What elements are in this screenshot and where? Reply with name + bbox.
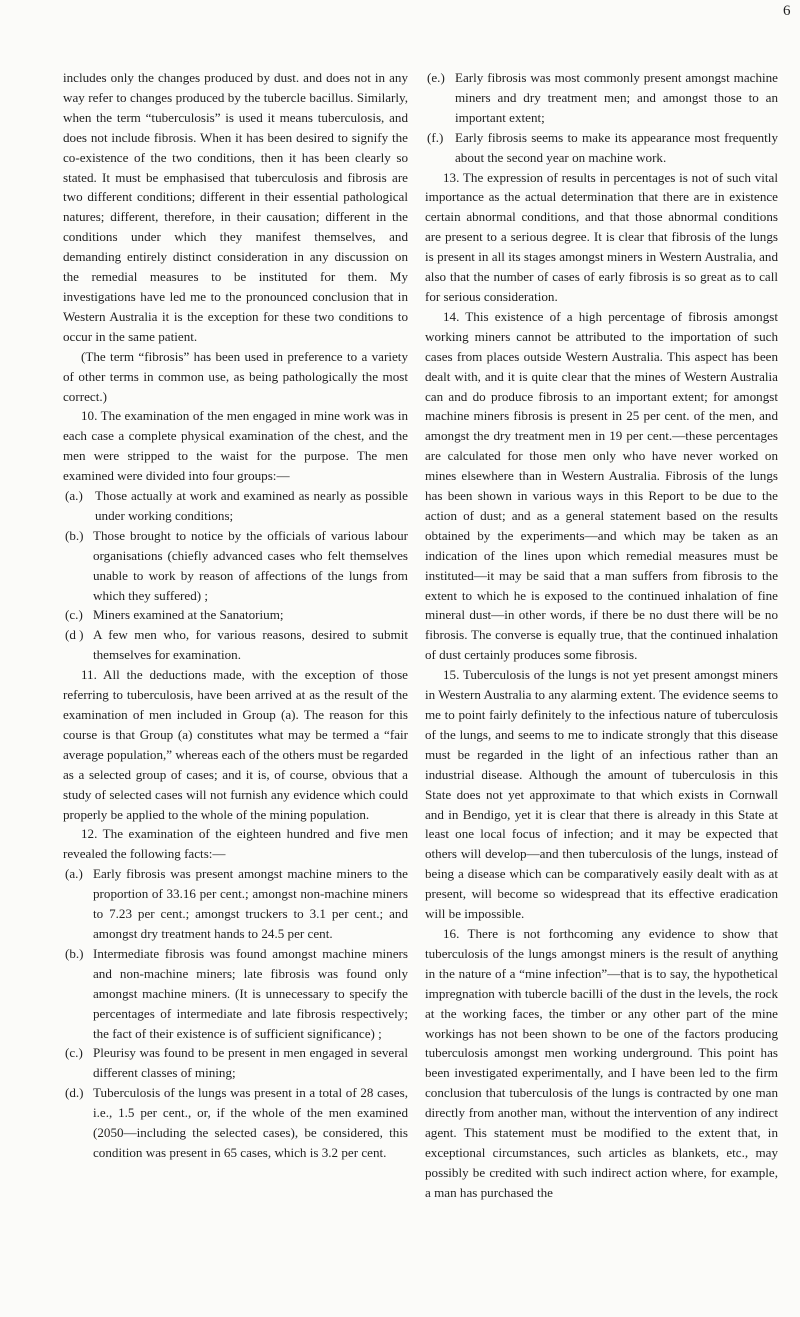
list-item: [63, 1083, 408, 1163]
list-item-text: Intermediate fibrosis was found amongst machine miners and non-machine miners; late fibrosis was found only amongst machine miners. (It is unnecessary to specify the percentages of intermediate and late fibrosis respectively; the fact of their existence is of sufficient significance) ;: [93, 945, 408, 1041]
list-item-label: (a.): [65, 866, 83, 882]
list-item-text: Tuberculosis of the lungs was present in a total of 28 cases, i.e., 1.5 per cent., or, if the whole of the men examined (2050—including the selected cases), be considered, this condition was present in 65 cases, which is 3.2 per cent.: [93, 1085, 408, 1160]
paragraph-12: 12. The examination of the eighteen hundred and five men revealed the following facts:—: [63, 826, 408, 862]
list-item: [63, 486, 408, 526]
paragraph-14: 14. This existence of a high percentage of fibrosis amongst working miners cannot be attributed to the importation of such cases from places outside Western Australia. This aspect has been dealt with, and it is quite clear that the mines of Western Australia can and do produce fibrosis to an important extent; for amongst machine miners fibrosis is present in 25 per cent. of the men, and amongst the dry treatment men in 19 per cent.—these percentages are calculated for those men only who have never worked on mines elsewhere than in Western Australia. Fibrosis of the lungs has been shown in various ways in this Report to be due to the action of dust; and as a general statement based on the results obtained by the experiments—and which may be taken as an indication of the lines upon which remedial measures must be instituted—it may be said that a man suffers from fibrosis to the extent to which he is exposed to the continued inhalation of fine mineral dust—in other words, if there be no dust there will be no fibrosis. The converse is equally true, that the continued inhalation of dust certainly produces some fibrosis.: [425, 308, 778, 663]
paragraph-10: 10. The examination of the men engaged in mine work was in each case a complete physical examination of the chest, and the men were stripped to the waist for the purpose. The men examined were divided into four groups:—: [63, 408, 408, 484]
list-item-label: (e.): [427, 70, 445, 85]
paragraph-15: 15. Tuberculosis of the lungs is not yet present amongst miners in Western Australia to any alarming extent. The evidence seems to me to point fairly definitely to the infectious nature of tuberculosis of the lungs, and seems to me to indicate strongly that this disease must be regarded in the light of an infectious rather than an industrial disease. Although the amount of tuberculosis in this State does not yet approximate to that which exists in Cornwall and in Bendigo, yet it is clear that there is already in this State at least one local focus of infection; and it may be expected that others will develop—and then tuberculosis of the lungs, instead of being a disease which can be comparatively easily dealt with as at present, will become so widespread that its effective eradication will be impossible.: [425, 667, 778, 922]
list-item: [63, 944, 408, 1044]
list-item-text: Those brought to notice by the officials of various labour organisations (chiefly advanced cases who felt themselves unable to work by reason of affections of the lungs from which they suffered) ;: [93, 527, 408, 603]
list-item: [63, 864, 408, 944]
paragraph-fibrosis-note: (The term “fibrosis” has been used in preference to a variety of other terms in common use, as being pathologically the most correct.): [63, 348, 408, 404]
right-column: [425, 68, 778, 1203]
list-item-label: (d ): [65, 627, 84, 643]
list-item-text: Miners examined at the Sanatorium;: [93, 607, 284, 623]
list-item: [63, 1043, 408, 1083]
list-item-text: Pleurisy was found to be present in men engaged in several different classes of mining;: [93, 1045, 408, 1081]
list-item-label: (c.): [65, 1045, 83, 1061]
paragraph-11: 11. All the deductions made, with the exception of those referring to tuberculosis, have been arrived at as the result of the examination of men included in Group (a). The reason for this course is that Group (a) constitutes what may be termed a “fair average population,” whereas each of the others must be regarded as a selected group of cases; and it is, of course, obvious that a study of selected cases will not furnish any evidence which could properly be applied to the whole of the mining population.: [63, 667, 408, 822]
list-item: [63, 605, 408, 625]
list-item: [63, 625, 408, 665]
list-item: [63, 526, 408, 606]
list-item-text: Early fibrosis was most commonly present amongst machine miners and dry treatment men; and amongst those to an important extent;: [455, 70, 778, 125]
list-item-label: (b.): [65, 527, 84, 543]
list-item-label: (d.): [65, 1085, 84, 1101]
list-item-text: Early fibrosis was present amongst machine miners to the proportion of 33.16 per cent.; amongst non-machine miners to 7.23 per cent.; amongst truckers to 3.1 per cent.; and amongst dry treatment hands to 24.5 per cent.: [93, 866, 408, 941]
list-item-label: (b.): [65, 945, 84, 961]
paragraph-continued: includes only the changes produced by dust. and does not in any way refer to changes produced by the tubercle bacillus. Similarly, when the term “tuberculosis” is used it means tuberculosis, and does not include fibrosis. When it has been desired to signify the co-existence of the two conditions, then it has been clearly so stated. It must be emphasised that tuberculosis and fibrosis are two different conditions; different in their essential pathological natures; different, therefore, in their causation; different in the conditions under which they manifest themselves, and demanding entirely distinct consideration in any discussion on the remedial measures to be instituted for them. My investigations have led me to the pronounced conclusion that in Western Australia it is the exception for these two conditions to occur in the same patient.: [63, 70, 408, 344]
list-item-text: Early fibrosis seems to make its appearance most frequently about the second year on machine work.: [455, 129, 778, 165]
paragraph-13: 13. The expression of results in percentages is not of such vital importance as the actual determination that there are in existence certain abnormal conditions, and that those abnormal conditions are present to a serious degree. It is clear that fibrosis of the lungs is present in all its stages amongst miners in Western Australia, and also that the number of cases of early fibrosis is so great as to call for serious consideration.: [425, 169, 778, 304]
list-item-text: A few men who, for various reasons, desired to submit themselves for examination.: [93, 627, 408, 663]
page-number: 6: [783, 3, 791, 19]
list-item: [425, 128, 778, 168]
list-item-label: (a.): [65, 488, 83, 504]
left-column: [63, 68, 408, 1163]
list-item-text: Those actually at work and examined as nearly as possible under working conditions;: [95, 488, 408, 523]
list-item-label: (f.): [427, 129, 444, 145]
list-item-label: (c.): [65, 607, 83, 623]
paragraph-16: 16. There is not forthcoming any evidence to show that tuberculosis of the lungs amongst miners is the result of anything in the nature of a “mine infection”—that is to say, the hypothetical impregnation with tubercle bacilli of the dust in the levels, the rock at the working faces, the timber or any other part of the mine workings has not been shown to be one of the factors producing tuberculosis amongst men working underground. This point has been investigated experimentally, and I have been led to the firm conclusion that tuberculosis of the lungs is contracted by one man directly from another man, without the intervention of any indirect agent. This statement must be modified to the extent that, in exceptional circumstances, such articles as blankets, etc., may possibly be credited with such indirect action where, for example, a man has purchased the: [425, 925, 778, 1200]
list-item: [425, 68, 778, 128]
